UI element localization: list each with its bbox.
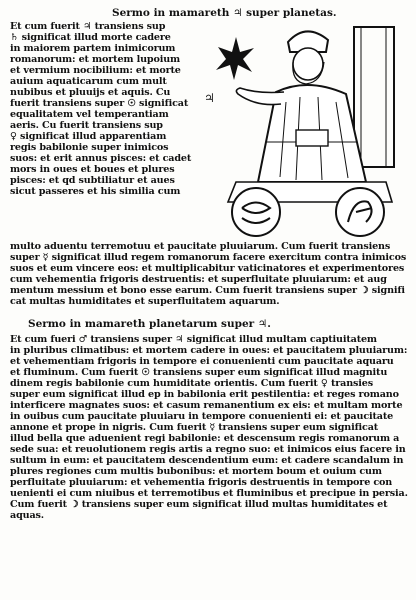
text-line: plures regiones cum multis bubonibus: et mortem boum et ouium cum [10, 466, 382, 477]
text-line: mentum messium et bono esse earum. Cum fuerit transiens super ☽ signifi [10, 285, 405, 296]
heading-top: Sermo in mamareth ♃ super planetas. [112, 7, 337, 19]
text-line: Et cum fuerit ♃ transiens sup [10, 21, 166, 32]
text-line: ♀ significat illud apparentiam [10, 131, 167, 142]
woodcut-illustration [196, 22, 400, 240]
text-line: aeris. Cu fuerit transiens sup [10, 120, 163, 131]
text-line: romanorum: et mortem lupoium [10, 54, 181, 65]
text-line: in maiorem partem inimicorum [10, 43, 176, 54]
text-line: auium aquaticarum cum mult [10, 76, 167, 87]
text-line: multo aduentu terremotuu et paucitate pluuiarum. Cum fuerit transiens [10, 241, 391, 252]
text-line: sicut passeres et his similia cum [10, 186, 181, 197]
text-line: Et cum fueri ♂ transiens super ♃ significat illud multam captiuitatem [10, 334, 377, 345]
star-icon [216, 37, 254, 80]
text-line: super ☿ significat illud regem romanorum facere exercitum contra inimicos [10, 252, 407, 263]
text-line: sede sua: et reuolutionem regis artis a regno suo: et inimicos eius facere in [10, 444, 406, 455]
text-line: cum vehementia frigoris destruentis: et superfluitate pluuiarum: et aug [10, 274, 387, 285]
text-line: equalitatem vel temperantiam [10, 109, 169, 120]
text-line: in ouibus cum paucitate pluuiaru in tempore conuenienti ei: et paucitate [10, 411, 394, 422]
jupiter-symbol-icon: ♃ [204, 91, 215, 105]
text-line: et fluminum. Cum fuerit ☉ transiens super eum significat illud magnitu [10, 367, 388, 378]
text-line: interficere magnates suos: et casum remanentium ex eis: et multam morte [10, 400, 403, 411]
text-line: uenienti ei cum niuibus et terremotibus et fluminibus et precipue in persia. [10, 488, 408, 499]
text-line: cat multas humiditates et superfluitatem aquarum. [10, 296, 280, 307]
text-line: annone et prope in nigris. Cum fuerit ☿ transiens super eum significat [10, 422, 379, 433]
text-line: nubibus et pluuijs et aquis. Cu [10, 87, 171, 98]
text-line: et vermium nocibilium: et morte [10, 65, 181, 76]
text-line: sultum in eum: et paucitatem descendentium eum: et cadere scandalum in [10, 455, 404, 466]
text-line: pisces: et qd subtiliatur et aues [10, 175, 175, 186]
text-line: aquas. [10, 510, 44, 521]
text-line: Cum fuerit ☽ transiens super eum significat illud multas humiditates et [10, 499, 388, 510]
text-line: super eum significat illud ep in babilonia erit pestilentia: et reges romano [10, 389, 399, 400]
text-line: in pluribus climatibus: et mortem cadere in oues: et paucitatem pluuiarum: [10, 345, 408, 356]
text-line: ♄ significat illud morte cadere [10, 32, 171, 43]
text-line: dinem regis babilonie cum humiditate orientis. Cum fuerit ♀ transies [10, 378, 373, 389]
text-line: mors in oues et boues et plures [10, 164, 175, 175]
text-line: suos: et erit annus pisces: et cadet [10, 153, 192, 164]
text-line: et vehementiam frigoris in tempore ei conuenienti cum paucitate aquaru [10, 356, 394, 367]
heading-mid: Sermo in mamareth planetarum super ♃. [28, 318, 271, 330]
text-line: suos et eum vincere eos: et multiplicabitur vaticinatores et experimentores [10, 263, 405, 274]
text-line: regis babilonie super inimicos [10, 142, 169, 153]
text-line: illud bella que aduenient regi babilonie: et descensum regis romanorum a [10, 433, 400, 444]
text-line: perfluitate pluuiarum: et vehementia frigoris destruentis in tempore con [10, 477, 393, 488]
text-line: fuerit transiens super ☉ significat [10, 98, 189, 109]
